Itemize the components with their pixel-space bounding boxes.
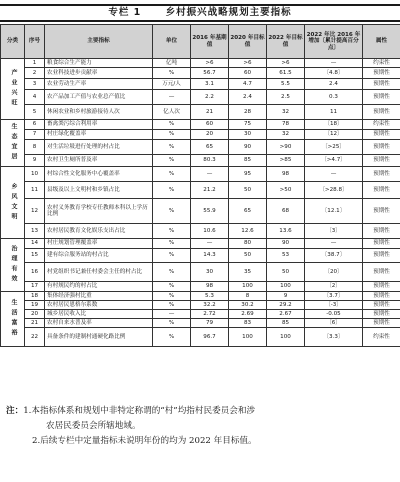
value-2022-cell: >90 — [267, 140, 305, 155]
unit-cell: 亿人次 — [153, 105, 191, 120]
increase-cell: 〔2〕 — [305, 282, 363, 292]
indicator-cell: 农业科技进步贡献率 — [45, 68, 153, 79]
category-cell: 生活富裕 — [1, 292, 25, 347]
unit-cell: — — [153, 310, 191, 319]
value-2022-cell: 29.2 — [267, 301, 305, 310]
increase-cell: 〔12〕 — [305, 130, 363, 140]
value-2022-cell: >85 — [267, 155, 305, 167]
value-2022-cell: 32 — [267, 105, 305, 120]
unit-cell: % — [153, 249, 191, 263]
table-row — [1, 292, 400, 301]
value-2022-cell: >6 — [267, 59, 305, 68]
unit-cell: — — [153, 90, 191, 105]
number-cell: 8 — [25, 140, 45, 155]
value-2016-cell: 21.2 — [191, 182, 229, 199]
indicator-cell: 休闲农业和乡村旅游接待人次 — [45, 105, 153, 120]
number-cell: 6 — [25, 120, 45, 130]
value-2016-cell: 3.1 — [191, 79, 229, 90]
attribute-cell: 预期性 — [363, 249, 400, 263]
indicator-cell: 村综合性文化服务中心覆盖率 — [45, 167, 153, 182]
increase-cell: 0.3 — [305, 90, 363, 105]
header-attribute: 属性 — [363, 25, 400, 59]
indicator-cell: 村庄绿化覆盖率 — [45, 130, 153, 140]
value-2016-cell: 60 — [191, 120, 229, 130]
unit-cell: % — [153, 199, 191, 224]
number-cell: 19 — [25, 301, 45, 310]
value-2016-cell: 96.7 — [191, 328, 229, 347]
value-2020-cell: 95 — [229, 167, 267, 182]
value-2020-cell: 90 — [229, 140, 267, 155]
table-row — [1, 79, 400, 90]
value-2022-cell: >50 — [267, 182, 305, 199]
increase-cell: 〔6〕 — [305, 319, 363, 328]
value-2020-cell: 2.69 — [229, 310, 267, 319]
table-row — [1, 282, 400, 292]
increase-cell: 〔3.3〕 — [305, 328, 363, 347]
note-prefix: 注： — [6, 406, 24, 416]
value-2020-cell: 100 — [229, 328, 267, 347]
header-2020: 2020 年目标值 — [229, 25, 267, 59]
value-2022-cell: 2.67 — [267, 310, 305, 319]
value-2022-cell: 100 — [267, 282, 305, 292]
value-2016-cell: >6 — [191, 59, 229, 68]
indicator-cell: 农业劳动生产率 — [45, 79, 153, 90]
value-2016-cell: 21 — [191, 105, 229, 120]
value-2022-cell: 78 — [267, 120, 305, 130]
indicator-cell: 粮食综合生产能力 — [45, 59, 153, 68]
number-cell: 14 — [25, 239, 45, 249]
increase-cell: 〔3〕 — [305, 224, 363, 239]
box-heading: 乡村振兴战略规划主要指标 — [165, 7, 292, 18]
attribute-cell: 预期性 — [363, 155, 400, 167]
attribute-cell: 预期性 — [363, 292, 400, 301]
unit-cell: % — [153, 319, 191, 328]
attribute-cell: 预期性 — [363, 239, 400, 249]
indicator-cell: 建有综合服务站的村占比 — [45, 249, 153, 263]
note-line-2: 农居民委员会所辖地域。 — [46, 421, 141, 431]
table-row — [1, 140, 400, 155]
value-2022-cell: 2.5 — [267, 90, 305, 105]
increase-cell: 〔20〕 — [305, 263, 363, 282]
value-2022-cell: 9 — [267, 292, 305, 301]
indicator-cell: 村庄规划管理覆盖率 — [45, 239, 153, 249]
value-2016-cell: 2.2 — [191, 90, 229, 105]
category-cell: 治理有效 — [1, 239, 25, 292]
attribute-cell: 预期性 — [363, 310, 400, 319]
number-cell: 1 — [25, 59, 45, 68]
table-row — [1, 68, 400, 79]
table-row — [1, 239, 400, 249]
number-cell: 10 — [25, 167, 45, 182]
indicator-table — [0, 24, 400, 347]
table-row — [1, 130, 400, 140]
attribute-cell: 预期性 — [363, 130, 400, 140]
value-2016-cell: 5.3 — [191, 292, 229, 301]
table-row — [1, 319, 400, 328]
attribute-cell: 预期性 — [363, 182, 400, 199]
number-cell: 12 — [25, 199, 45, 224]
value-2016-cell: 20 — [191, 130, 229, 140]
indicator-cell: 农村自来水普及率 — [45, 319, 153, 328]
header-2022: 2022 年目标值 — [267, 25, 305, 59]
number-cell: 22 — [25, 328, 45, 347]
value-2020-cell: 30.2 — [229, 301, 267, 310]
table-row — [1, 182, 400, 199]
unit-cell: % — [153, 167, 191, 182]
indicator-cell: 村党组织书记兼任村委会主任的村占比 — [45, 263, 153, 282]
note-line-1: 注：1.本指标体系和规划中非特定称谓的“村”均指村民委员会和涉 — [6, 406, 256, 416]
attribute-cell: 预期性 — [363, 301, 400, 310]
table-row — [1, 310, 400, 319]
increase-cell: 11 — [305, 105, 363, 120]
value-2020-cell: 65 — [229, 199, 267, 224]
value-2020-cell: 2.4 — [229, 90, 267, 105]
value-2020-cell: 85 — [229, 155, 267, 167]
header-2016: 2016 年基期值 — [191, 25, 229, 59]
value-2020-cell: 50 — [229, 182, 267, 199]
value-2020-cell: 75 — [229, 120, 267, 130]
value-2016-cell: 32.2 — [191, 301, 229, 310]
indicator-cell: 城乡居民收入比 — [45, 310, 153, 319]
attribute-cell: 约束性 — [363, 328, 400, 347]
increase-cell: — — [305, 59, 363, 68]
increase-cell: 〔12.1〕 — [305, 199, 363, 224]
value-2020-cell: 50 — [229, 249, 267, 263]
table-body — [1, 59, 400, 347]
unit-cell: % — [153, 239, 191, 249]
increase-cell: 〔4.8〕 — [305, 68, 363, 79]
attribute-cell: 预期性 — [363, 79, 400, 90]
increase-cell: — — [305, 239, 363, 249]
unit-cell: % — [153, 182, 191, 199]
value-2022-cell: 100 — [267, 328, 305, 347]
value-2022-cell: 5.5 — [267, 79, 305, 90]
category-cell: 生态宜居 — [1, 120, 25, 167]
attribute-cell: 预期性 — [363, 140, 400, 155]
increase-cell: 〔-3〕 — [305, 301, 363, 310]
number-cell: 4 — [25, 90, 45, 105]
value-2016-cell: 55.9 — [191, 199, 229, 224]
number-cell: 20 — [25, 310, 45, 319]
header-unit: 单位 — [153, 25, 191, 59]
attribute-cell: 预期性 — [363, 224, 400, 239]
value-2020-cell: 83 — [229, 319, 267, 328]
category-cell: 乡风文明 — [1, 167, 25, 239]
value-2022-cell: 90 — [267, 239, 305, 249]
unit-cell: 万元/人 — [153, 79, 191, 90]
unit-cell: % — [153, 282, 191, 292]
unit-cell: % — [153, 68, 191, 79]
value-2016-cell: — — [191, 239, 229, 249]
number-cell: 7 — [25, 130, 45, 140]
indicator-cell: 畜禽粪污综合利用率 — [45, 120, 153, 130]
indicator-cell: 农村义务教育学校专任教师本科以上学历比例 — [45, 199, 153, 224]
notes — [0, 404, 400, 449]
table-row — [1, 120, 400, 130]
increase-cell: 〔>25〕 — [305, 140, 363, 155]
attribute-cell: 预期性 — [363, 105, 400, 120]
unit-cell: % — [153, 328, 191, 347]
note-line-3: 2.后续专栏中定量指标未说明年份的均为 2022 年目标值。 — [32, 436, 257, 446]
value-2022-cell: 32 — [267, 130, 305, 140]
value-2020-cell: 60 — [229, 68, 267, 79]
value-2016-cell: 79 — [191, 319, 229, 328]
unit-cell: % — [153, 224, 191, 239]
value-2016-cell: 98 — [191, 282, 229, 292]
value-2020-cell: >6 — [229, 59, 267, 68]
table-row — [1, 155, 400, 167]
indicator-cell: 农产品加工产值与农业总产值比 — [45, 90, 153, 105]
table-row — [1, 328, 400, 347]
attribute-cell: 预期性 — [363, 68, 400, 79]
increase-cell: 2.4 — [305, 79, 363, 90]
unit-cell: 亿吨 — [153, 59, 191, 68]
indicator-cell: 集体经济强村比重 — [45, 292, 153, 301]
unit-cell: % — [153, 140, 191, 155]
header-indicator: 主要指标 — [45, 25, 153, 59]
value-2022-cell: 98 — [267, 167, 305, 182]
value-2022-cell: 53 — [267, 249, 305, 263]
increase-cell: 〔18〕 — [305, 120, 363, 130]
value-2020-cell: 35 — [229, 263, 267, 282]
unit-cell: % — [153, 263, 191, 282]
attribute-cell: 预期性 — [363, 263, 400, 282]
table-row — [1, 59, 400, 68]
number-cell: 18 — [25, 292, 45, 301]
indicator-cell: 县级及以上文明村和乡镇占比 — [45, 182, 153, 199]
indicator-cell: 对生活垃圾进行处理的村占比 — [45, 140, 153, 155]
value-2022-cell: 50 — [267, 263, 305, 282]
increase-cell: 〔38.7〕 — [305, 249, 363, 263]
value-2016-cell: 14.3 — [191, 249, 229, 263]
unit-cell: % — [153, 120, 191, 130]
attribute-cell: 预期性 — [363, 199, 400, 224]
table-row — [1, 249, 400, 263]
number-cell: 2 — [25, 68, 45, 79]
increase-cell: — — [305, 167, 363, 182]
value-2016-cell: 2.72 — [191, 310, 229, 319]
value-2020-cell: 12.6 — [229, 224, 267, 239]
value-2022-cell: 61.5 — [267, 68, 305, 79]
increase-cell: 〔>28.8〕 — [305, 182, 363, 199]
unit-cell: % — [153, 301, 191, 310]
increase-cell: 〔>4.7〕 — [305, 155, 363, 167]
number-cell: 21 — [25, 319, 45, 328]
table-row — [1, 105, 400, 120]
attribute-cell: 预期性 — [363, 319, 400, 328]
number-cell: 3 — [25, 79, 45, 90]
box-title — [0, 4, 400, 21]
value-2016-cell: — — [191, 167, 229, 182]
header-increase: 2022 年比 2016 年增加〔累计提高百分点〕 — [305, 25, 363, 59]
table-row — [1, 301, 400, 310]
value-2016-cell: 30 — [191, 263, 229, 282]
value-2022-cell: 68 — [267, 199, 305, 224]
value-2016-cell: 80.3 — [191, 155, 229, 167]
value-2020-cell: 28 — [229, 105, 267, 120]
attribute-cell: 约束性 — [363, 59, 400, 68]
indicator-cell: 农村居民恩格尔系数 — [45, 301, 153, 310]
value-2020-cell: 100 — [229, 282, 267, 292]
indicator-cell: 农村居民教育文化娱乐支出占比 — [45, 224, 153, 239]
value-2020-cell: 4.7 — [229, 79, 267, 90]
table-row — [1, 90, 400, 105]
value-2020-cell: 80 — [229, 239, 267, 249]
attribute-cell: 预期性 — [363, 167, 400, 182]
attribute-cell: 预期性 — [363, 282, 400, 292]
number-cell: 13 — [25, 224, 45, 239]
category-cell: 产业兴旺 — [1, 59, 25, 120]
value-2022-cell: 85 — [267, 319, 305, 328]
table-row — [1, 263, 400, 282]
increase-cell: -0.05 — [305, 310, 363, 319]
table-row — [1, 199, 400, 224]
table-header-row — [1, 25, 400, 59]
unit-cell: % — [153, 130, 191, 140]
number-cell: 15 — [25, 249, 45, 263]
value-2020-cell: 8 — [229, 292, 267, 301]
indicator-cell: 有村规民约的村占比 — [45, 282, 153, 292]
value-2016-cell: 56.7 — [191, 68, 229, 79]
attribute-cell: 预期性 — [363, 90, 400, 105]
box-number: 专栏 1 — [108, 7, 142, 18]
indicator-cell: 农村卫生厕所普及率 — [45, 155, 153, 167]
value-2022-cell: 13.6 — [267, 224, 305, 239]
attribute-cell: 约束性 — [363, 120, 400, 130]
header-category: 分类 — [1, 25, 25, 59]
number-cell: 11 — [25, 182, 45, 199]
increase-cell: 〔3.7〕 — [305, 292, 363, 301]
table-row — [1, 167, 400, 182]
value-2016-cell: 65 — [191, 140, 229, 155]
value-2020-cell: 30 — [229, 130, 267, 140]
number-cell: 9 — [25, 155, 45, 167]
indicator-cell: 具备条件的建制村通硬化路比例 — [45, 328, 153, 347]
unit-cell: % — [153, 155, 191, 167]
number-cell: 17 — [25, 282, 45, 292]
table-row — [1, 224, 400, 239]
number-cell: 16 — [25, 263, 45, 282]
header-number: 序号 — [25, 25, 45, 59]
unit-cell: % — [153, 292, 191, 301]
number-cell: 5 — [25, 105, 45, 120]
value-2016-cell: 10.6 — [191, 224, 229, 239]
